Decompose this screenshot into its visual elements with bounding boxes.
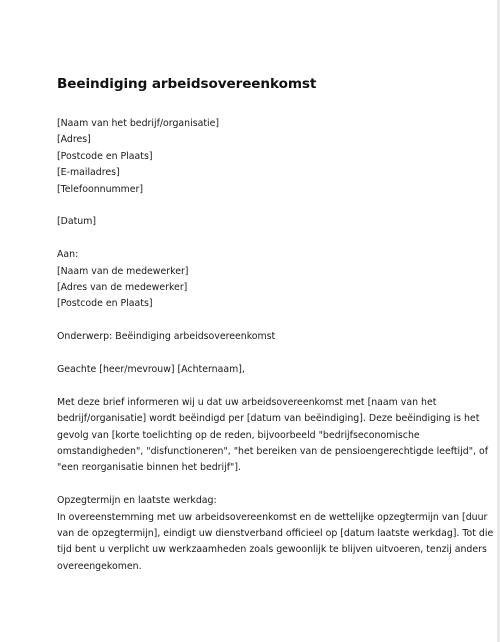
- letter-document: [57, 74, 494, 575]
- sender-company: [Naam van het bedrijf/organisatie]: [57, 118, 220, 129]
- section-line: van de opzegtermijn], eindigt uw dienstverband officieel op [datum laatste werkdag]. Tot die: [57, 528, 494, 540]
- recipient-name: [Naam van de medewerker]: [57, 265, 189, 277]
- section-line: In overeenstemming met uw arbeidsovereenkomst en de wettelijke opzegtermijn van [duur: [57, 511, 488, 523]
- recipient-label: Aan:: [57, 249, 79, 261]
- section-line: tijd bent u verplicht uw werkzaamheden zoals gewoonlijk te blijven uitvoeren, tenzij anders: [57, 544, 487, 556]
- sender-block: [57, 116, 445, 198]
- sender-postcode: [Postcode en Plaats]: [57, 150, 153, 162]
- body-paragraph: [57, 395, 489, 477]
- recipient-block: [57, 247, 445, 313]
- spacer: [57, 231, 445, 247]
- spacer: [57, 313, 445, 329]
- recipient-postcode: [Postcode en Plaats]: [57, 298, 153, 310]
- document-title: Beeindiging arbeidsovereenkomst: [57, 76, 317, 92]
- section-heading: Opzegtermijn en laatste werkdag:: [57, 495, 217, 507]
- letter-salutation: Geachte [heer/mevrouw] [Achternaam],: [57, 364, 245, 376]
- letter-date: [Datum]: [57, 216, 97, 228]
- body-line: bedrijf/organisatie] wordt beëindigd per [datum van beëindiging]. Deze beëindiging is het: [57, 413, 480, 425]
- sender-email: [E-mailadres]: [57, 167, 120, 179]
- body-line: "een reorganisatie binnen het bedrijf"].: [57, 462, 241, 474]
- spacer: [57, 378, 445, 394]
- spacer: [57, 198, 445, 214]
- body-line: gevolg van [korte toelichting op de reden, bijvoorbeeld "bedrijfseconomische: [57, 429, 420, 441]
- body-line: omstandigheden", "disfunctioneren", "het bereiken van de pensioengerechtigde leeftijd", of: [57, 446, 489, 458]
- recipient-address: [Adres van de medewerker]: [57, 282, 188, 294]
- notice-section: [57, 493, 494, 575]
- sender-address: [Adres]: [57, 134, 91, 146]
- sender-phone: [Telefoonnummer]: [57, 183, 144, 195]
- body-line: Met deze brief informeren wij u dat uw arbeidsovereenkomst met [naam van het: [57, 396, 437, 408]
- spacer: [57, 346, 445, 362]
- section-line: overeengekomen.: [57, 560, 142, 572]
- spacer: [57, 477, 445, 493]
- letter-subject: Onderwerp: Beëindiging arbeidsovereenkomst: [57, 331, 276, 343]
